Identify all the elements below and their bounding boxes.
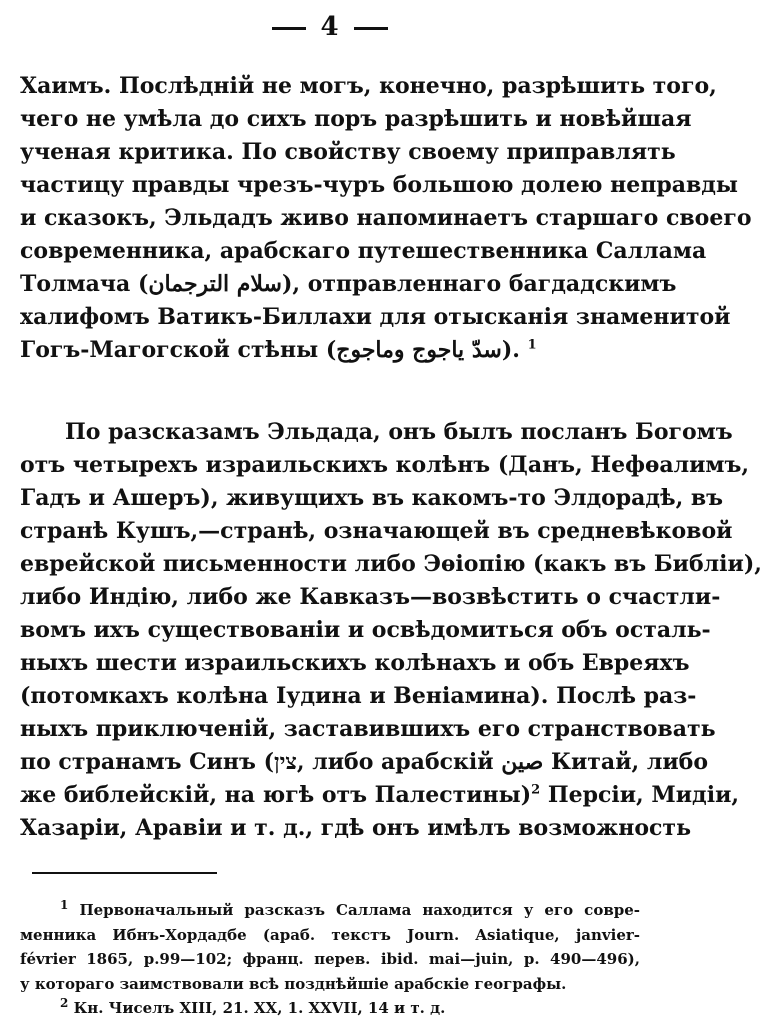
text-line: Толмача (سلام الترجمان), отправленнаго багдадскимъ [20,271,677,297]
footnote-ref-1: 1 [527,337,537,353]
text-line: Хаимъ. Послѣднiй не могъ, конечно, разрѣшить того, [20,73,717,99]
text-line: Гадъ и Ашеръ), живущихъ въ какомъ-то Элдорадѣ, въ [20,485,724,511]
footnote-line [20,996,640,1021]
text-line: Хазарiи, Аравiи и т. д., гдѣ онъ имѣлъ возможность [20,815,691,841]
line-text: Гогъ-Магогской стѣны (سدّ ياجوج وماجوج). [20,337,520,363]
text-line: либо Индiю, либо же Кавказъ—возвѣстить о счастли- [20,584,721,610]
footnote-text: у котораго заимствовали всѣ позднѣйшiе арабскiе географы. [20,974,567,993]
footnote-separator [32,872,217,874]
footnote-line [20,947,640,972]
text-line: современника, арабскаго путешественника Саллама [20,238,707,264]
text-line: отъ четырехъ израильскихъ колѣнъ (Данъ, Нефѳалимъ, [20,452,750,478]
page-number: 4 [320,12,340,42]
text-line: еврейской письменности либо Эѳiопiю (какъ въ Библiи), [20,551,762,577]
paragraph-1 [20,70,752,367]
footnote-text: février 1865, p.99—102; франц. перев. ibid. mai—juin, p. 490—496), [20,950,640,968]
footnote-line [20,898,640,923]
text-line: ныхъ шести израильскихъ колѣнахъ и объ Евреяхъ [20,650,690,676]
text-line: и сказокъ, Эльдадъ живо напоминаетъ старшаго своего [20,205,752,231]
text-line [20,334,640,367]
footnote-number: 1 [60,898,69,912]
text-line: по странамъ Синъ (צין, либо арабскiй صين Китай, либо [20,749,709,775]
paragraph-2 [20,416,762,845]
footnote-line [20,972,640,997]
line-text: Персiи, Мидiи, [540,782,740,808]
text-line: вомъ ихъ существованiи и освѣдомиться объ осталь- [20,617,711,643]
text-line: чего не умѣла до сихъ поръ разрѣшить и новѣйшая [20,106,692,132]
text-line: халифомъ Ватикъ-Биллахи для отысканiя знаменитой [20,304,731,330]
footnote-line [20,923,640,948]
page-header [0,12,660,42]
text-line: По разсказамъ Эльдада, онъ былъ посланъ Богомъ [65,419,733,445]
line-text: же библейскiй, на югѣ отъ Палестины) [20,782,532,808]
footnote-text: менника Ибнъ-Хордадбе (араб. текстъ Journ. Asiatique, janvier- [20,925,640,944]
header-dash-left [272,27,306,30]
text-line: (потомкахъ колѣна Iудина и Венiамина). Послѣ раз- [20,683,697,709]
text-line: ученая критика. По свойству своему приправлять [20,139,676,165]
text-line [20,779,740,812]
footnote-text: Кн. Чиселъ XIII, 21. XX, 1. XXVII, 14 и т. д. [73,999,446,1017]
footnote-text: Первоначальный разсказъ Саллама находится у его совре- [79,901,640,919]
footnote-ref-2: 2 [531,782,541,798]
footnote-number: 2 [60,996,69,1010]
text-line: ныхъ приключенiй, заставившихъ его странствовать [20,716,716,742]
header-dash-right [354,27,388,30]
footnotes [20,898,640,1021]
text-line: странѣ Кушъ,—странѣ, означающей въ средневѣковой [20,518,733,544]
text-line: частицу правды чрезъ-чуръ большою долею неправды [20,172,738,198]
